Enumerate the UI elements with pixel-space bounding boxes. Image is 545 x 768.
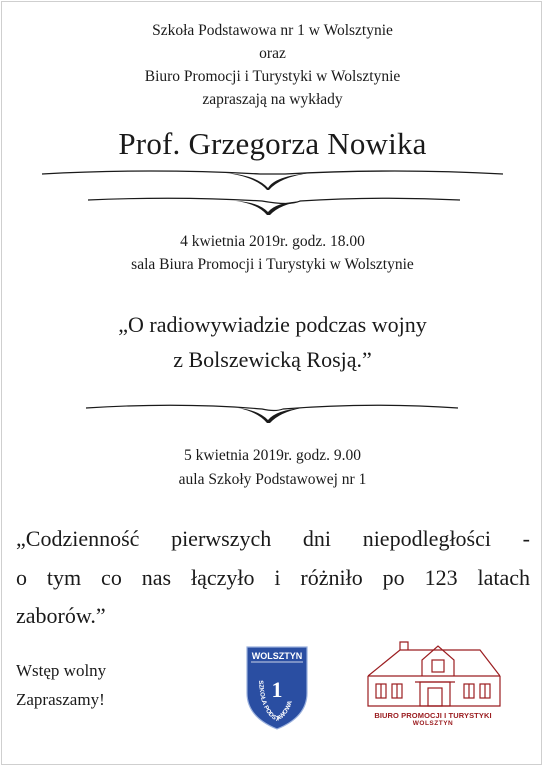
lecture2-title-line2: o tym co nas łączyło i różniło po 123 latach xyxy=(16,565,530,590)
school-logo-number: 1 xyxy=(271,677,283,702)
organizer-school: Szkoła Podstawowa nr 1 w Wolsztynie xyxy=(152,22,393,39)
school-logo-arc-path: SZKOŁA PODSTAWOWA xyxy=(257,680,294,724)
bureau-logo-name: BIURO PROMOCJI I TURYSTYKI xyxy=(374,711,492,720)
lecture1-date: 4 kwietnia 2019r. godz. 18.00 xyxy=(180,233,365,250)
lecture1-place: sala Biura Promocji i Turystyki w Wolsztynie xyxy=(131,256,414,273)
conjunction-oraz: oraz xyxy=(259,45,286,62)
welcome-text: Zapraszamy! xyxy=(16,690,105,709)
double-flourish-divider xyxy=(0,160,545,220)
speaker-name: Prof. Grzegorza Nowika xyxy=(118,126,427,161)
lecture1-title-line2: z Bolszewicką Rosją.” xyxy=(173,347,372,372)
school-logo-city: WOLSZTYN xyxy=(251,651,303,661)
school-shield-logo xyxy=(244,643,310,731)
lecture2-date: 5 kwietnia 2019r. godz. 9.00 xyxy=(184,447,361,464)
flourish-divider xyxy=(0,392,545,426)
lecture2-title-line1: „Codzienność pierwszych dni niepodległości - xyxy=(16,526,530,551)
free-entry-text: Wstęp wolny xyxy=(16,661,107,680)
organizer-bureau: Biuro Promocji i Turystyki w Wolsztynie xyxy=(144,68,401,85)
lecture1-title-line1: „O radiowywiadzie podczas wojny xyxy=(118,312,427,337)
lecture2-title-line3: zaborów.” xyxy=(16,603,106,628)
invitation-text: zapraszają na wykłady xyxy=(202,91,343,108)
lecture2-place: aula Szkoły Podstawowej nr 1 xyxy=(178,471,367,488)
bureau-logo-city: WOLSZTYN xyxy=(412,720,454,727)
